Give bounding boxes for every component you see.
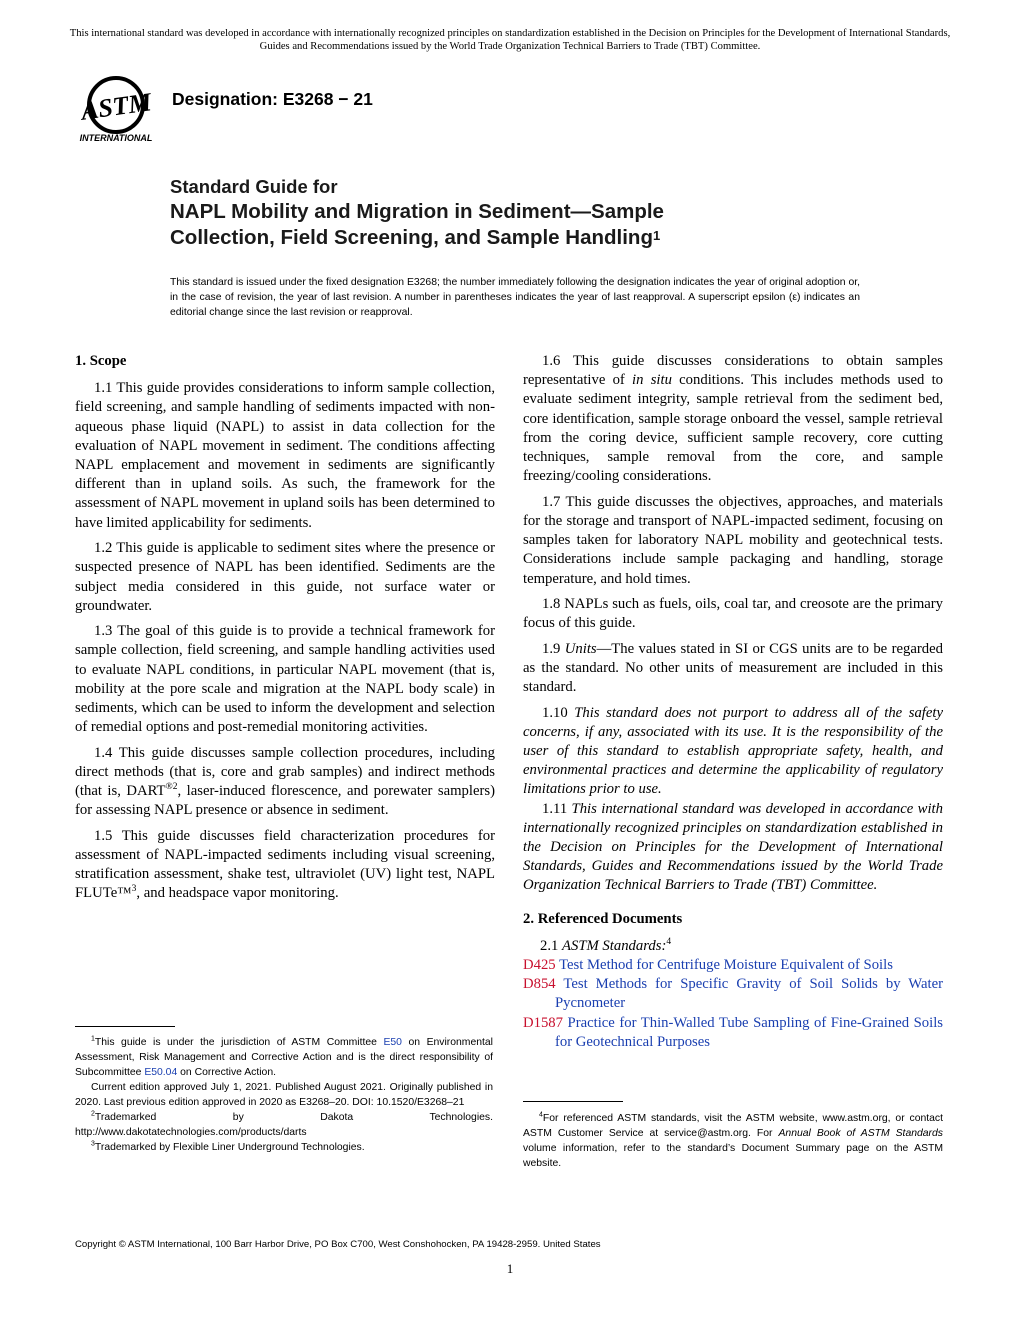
astm-logo <box>70 75 162 145</box>
footnote-3-text: Trademarked by Flexible Liner Underground Technologies. <box>94 1142 365 1153</box>
section-1-7: 1.7 This guide discusses the objectives, approaches, and materials for the storage and transport of NAPL-impacted sediment, focusing on samples taken for laboratory NAPL mobility and geotechnical tests. Considerations include sample packaging and handling, storage temperature, and hold times. <box>523 493 943 587</box>
section-1-9-units: Units <box>564 640 597 657</box>
section-1-10-number: 1.10 <box>542 704 575 721</box>
title-line-2: NAPL Mobility and Migration in Sediment—Sample <box>170 200 664 223</box>
section-1-11 <box>523 800 943 896</box>
footnote-1-edition: Current edition approved July 1, 2021. Published August 2021. Originally published in 2020. Last previous edition approved in 2020 as E3268–20. DOI: 10.1520/E3268–21 <box>75 1082 493 1108</box>
copyright-line: Copyright © ASTM International, 100 Barr Harbor Drive, PO Box C700, West Conshohocken, PA 19428-2959. United States <box>75 1239 601 1250</box>
footnote-4-text-a: For referenced ASTM standards, visit the ASTM website, www.astm.org, or contact ASTM Customer Service at service@astm.org. For <box>523 1113 943 1139</box>
left-column <box>75 352 495 910</box>
reference-code[interactable]: D854 <box>523 976 556 993</box>
footnotes-right <box>523 1111 943 1171</box>
section-1-10 <box>523 704 943 800</box>
footnote-1-mark: 1 <box>91 1035 95 1043</box>
section-1-9-text: —The values stated in SI or CGS units are to be regarded as the standard. No other units of measurement are included in this standard. <box>523 640 943 696</box>
footnote-4-text-b: volume information, refer to the standard’s Document Summary page on the ASTM website. <box>523 1143 943 1169</box>
footnote-3-mark: 3 <box>91 1140 95 1148</box>
title-line-3-text: Collection, Field Screening, and Sample Handling <box>170 226 653 249</box>
section-1-6-emphasis: in situ <box>632 372 672 389</box>
scope-heading: 1. Scope <box>75 353 127 369</box>
standardization-notice: This international standard was developed in accordance with internationally recognized principles on standardization established in the Decision on Principles for the Development of International Standards, Guides and Recommendations issued by the World Trade Organization Technical Barriers to Trade (TBT) Committee. <box>69 28 951 52</box>
svg-text:ASTM: ASTM <box>79 87 154 126</box>
astm-standards-label <box>523 937 943 956</box>
section-1-2: 1.2 This guide is applicable to sediment sites where the presence or suspected presence of NAPL has been identified. Sediments are the subject media considered in this guide, not surface water or groundwater. <box>75 540 495 614</box>
section-1-4-text-a: 1.4 This guide discusses sample collection procedures, including direct methods (that is, core and grab samples) and indirect methods (that is, DART <box>75 744 495 800</box>
footnote-2 <box>75 1110 493 1140</box>
footnote-1-text-c: on Corrective Action. <box>177 1067 277 1078</box>
footnote-divider-right <box>523 1101 623 1102</box>
section-1-5-text-a: 1.5 This guide discusses field characterization procedures for assessment of NAPL-impacted sediments including visual screening, stratification assessment, shake test, ultraviolet (UV) light test, NAPL FLUTe™ <box>75 827 495 902</box>
section-1-10-text: This standard does not purport to address all of the safety concerns, if any, associated with its use. It is the responsibility of the user of this standard to establish appropriate safety, health, and environmental practices and determine the applicability of regulatory limitations prior to use. <box>523 704 943 798</box>
section-1-11-text: This international standard was developed in accordance with internationally recognized principles on standardization established in the Decision on Principles for the Development of International Standards, Guides and Recommendations issued by the World Trade Organization Technical Barriers to Trade (TBT) Committee. <box>523 800 943 894</box>
footnote-4 <box>523 1111 943 1171</box>
footnote-1-text-a: This guide is under the jurisdiction of ASTM Committee <box>94 1037 384 1048</box>
reference-d1587[interactable] <box>523 1014 943 1052</box>
section-1-4-text-b: , laser-induced florescence, and porewater samplers) for assessing NAPL presence or absence in sediment. <box>75 783 495 819</box>
section-1-5 <box>75 827 495 904</box>
section-1-11-number: 1.11 <box>542 800 572 817</box>
footnote-4-mark: 4 <box>539 1111 543 1119</box>
reference-code[interactable]: D1587 <box>523 1014 563 1031</box>
issuance-note: This standard is issued under the fixed designation E3268; the number immediately following the designation indicates the year of original adoption or, in the case of revision, the year of last revision. A number in parentheses indicates the year of last reapproval. A superscript epsilon (ε) indicates an editorial change since the last revision or reapproval. <box>170 277 860 318</box>
reference-d854[interactable] <box>523 975 943 1013</box>
reference-d425[interactable] <box>523 956 943 975</box>
footnote-ref-4[interactable]: 4 <box>666 936 672 947</box>
footnotes-left <box>75 1035 493 1155</box>
reference-code[interactable]: D425 <box>523 957 556 974</box>
footnote-2-mark: 2 <box>91 1110 95 1118</box>
section-1-8: 1.8 NAPLs such as fuels, oils, coal tar, and creosote are the primary focus of this guide. <box>523 596 943 632</box>
page-number: 1 <box>506 1261 514 1276</box>
section-1-6-text-b: conditions. This includes methods used to evaluate sediment integrity, sample retrieval from the sediment bed, core identification, sample storage onboard the vessel, sample retrieval from the coring device, sufficient sample recovery, core cutting techniques, sample removal from the core, and sample freezing/cooling considerations. <box>523 372 944 485</box>
reference-title[interactable]: Practice for Thin-Walled Tube Sampling of Fine-Grained Soils for Geotechnical Purposes <box>555 1014 943 1050</box>
astm-standards-text: ASTM Standards: <box>562 937 667 954</box>
footnote-divider-left <box>75 1026 175 1027</box>
designation: Designation: E3268 − 21 <box>172 89 373 109</box>
section-1-9-number: 1.9 <box>542 640 565 657</box>
right-column <box>523 352 943 1052</box>
referenced-documents-heading: 2. Referenced Documents <box>523 910 683 927</box>
section-1-5-text-b: , and headspace vapor monitoring. <box>136 885 339 902</box>
title-line-1: Standard Guide for <box>170 176 338 197</box>
section-1-6 <box>523 352 943 486</box>
committee-e50-link[interactable]: E50 <box>383 1037 402 1048</box>
astm-standards-number: 2.1 <box>540 937 563 954</box>
reference-title[interactable]: Test Methods for Specific Gravity of Soil Solids by Water Pycnometer <box>555 976 943 1012</box>
footnote-4-emphasis: Annual Book of ASTM Standards <box>778 1128 943 1139</box>
footnote-1-text-b: on Environmental Assessment, Risk Management and Corrective Action and is the direct responsibility of Subcommittee <box>75 1037 493 1078</box>
svg-text:INTERNATIONAL: INTERNATIONAL <box>79 133 153 143</box>
reference-title[interactable]: Test Method for Centrifuge Moisture Equivalent of Soils <box>559 957 893 974</box>
footnote-ref-3[interactable]: 3 <box>131 884 137 895</box>
title-footnote-mark: 1 <box>652 228 661 243</box>
section-1-9 <box>523 640 943 698</box>
section-1-3: 1.3 The goal of this guide is to provide a technical framework for sample collection, field screening, and sample handling activities used to evaluate NAPL conditions, in particular NAPL movement (that is, mobility at the pore scale and migration at the NAPL body scale) in sediments, which can be used to inform the development and selection of remedial options and post-remedial monitoring activities. <box>75 623 495 736</box>
footnote-3 <box>75 1140 493 1155</box>
footnote-2-text: Trademarked by Dakota Technologies. http://www.dakotatechnologies.com/products/darts <box>75 1112 493 1138</box>
footnote-1 <box>75 1035 493 1080</box>
section-1-6-text-a: 1.6 This guide discusses considerations to obtain samples representative of <box>523 353 943 389</box>
section-1-4 <box>75 744 495 821</box>
title-line-3 <box>170 225 970 251</box>
document-title <box>170 175 970 251</box>
section-1-1: 1.1 This guide provides considerations to inform sample collection, field screening, and sample handling of sediments impacted with non-aqueous phase liquid (NAPL) to assist in data collection for the evaluation of NAPL movement in sediment. The conditions affecting NAPL emplacement and movement in sediments are significantly different than in upland soils. As such, the framework for the assessment of NAPL movement in upland soils has been determined to have limited applicability for sediments. <box>75 380 495 531</box>
subcommittee-e50-04-link[interactable]: E50.04 <box>144 1067 178 1078</box>
footnote-ref-2[interactable]: ®2 <box>165 782 178 793</box>
